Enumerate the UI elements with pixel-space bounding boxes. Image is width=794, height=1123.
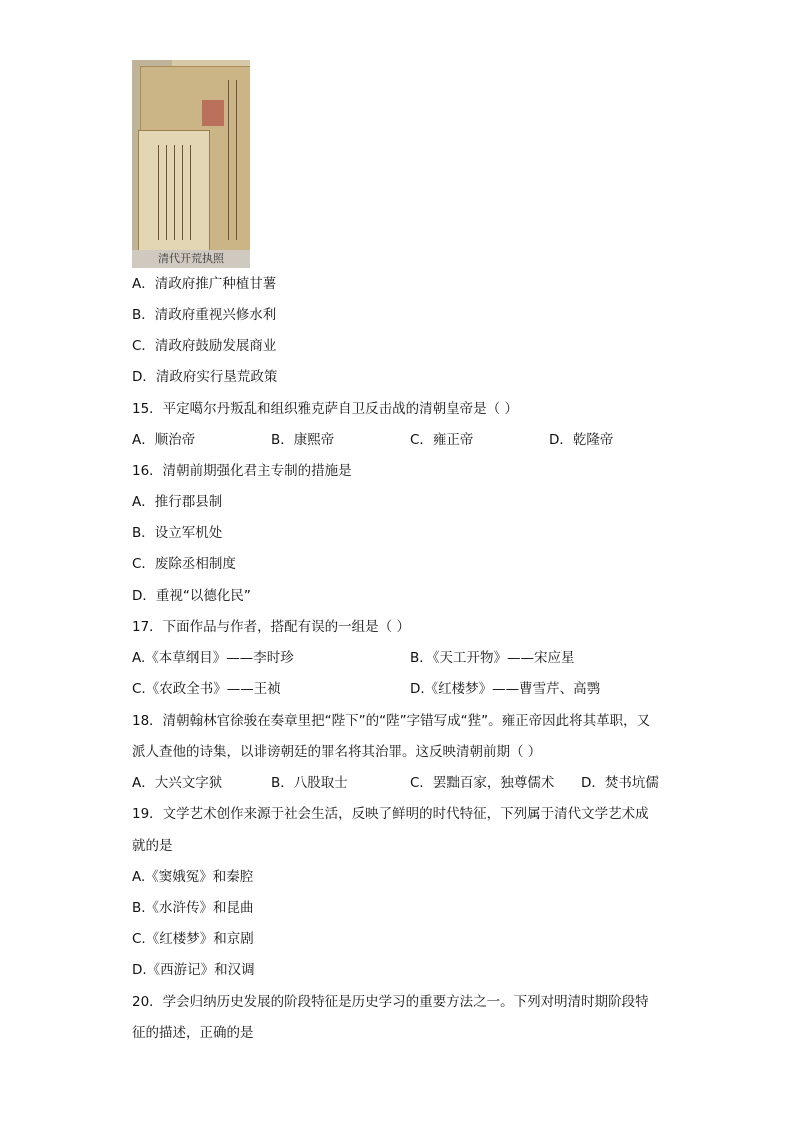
q20-stem-line2: 征的描述，正确的是 [132,1025,254,1041]
q16-option-d: D．重视“以德化民” [132,588,251,604]
q16-option-b: B．设立军机处 [132,525,223,541]
q19-option-d: D.《西游记》和汉调 [132,962,255,978]
text-column [166,145,167,240]
q17-option-a: A.《本草纲目》——李时珍 [132,650,294,666]
q14-option-a: A．清政府推广种植甘薯 [132,276,277,292]
q18-option-b: B．八股取士 [271,775,348,791]
q14-option-d: D．清政府实行垦荒政策 [132,369,278,385]
photo-caption: 清代开荒执照 [132,250,250,268]
q18-stem-line1: 18．清朝翰林官徐骏在奏章里把“陛下”的“陛”字错写成“狴”。雍正帝因此将其革职，又 [132,713,651,729]
q16-stem: 16．清朝前期强化君主专制的措施是 [132,463,352,479]
q19-option-a: A.《窦娥冤》和秦腔 [132,869,254,885]
text-column [190,145,191,240]
q15-option-d: D．乾隆帝 [549,432,614,448]
q19-option-c: C.《红楼梦》和京剧 [132,931,254,947]
kaihuang-license-photo [132,60,250,268]
q17-option-d: D.《红楼梦》——曹雪芹、高鹗 [410,681,601,697]
q19-option-b: B.《水浒传》和昆曲 [132,900,254,916]
q18-option-d: D．焚书坑儒 [581,775,659,791]
q18-stem-line2: 派人查他的诗集，以诽谤朝廷的罪名将其治罪。这反映清朝前期（ ） [132,744,542,760]
text-column [158,145,159,240]
q15-option-c: C．雍正帝 [410,432,474,448]
q19-stem-line1: 19．文学艺术创作来源于社会生活，反映了鲜明的时代特征，下列属于清代文学艺术成 [132,806,649,822]
q19-stem-line2: 就的是 [132,838,173,854]
red-seal-stamp [202,100,224,126]
q18-option-c: C．罢黜百家，独尊儒术 [410,775,555,791]
q15-stem: 15．平定噶尔丹叛乱和组织雅克萨自卫反击战的清朝皇帝是（ ） [132,401,518,417]
q17-option-b: B．《天工开物》——宋应星 [410,650,575,666]
q15-option-b: B．康熙帝 [271,432,335,448]
text-column [236,80,237,240]
text-column [174,145,175,240]
q14-option-b: B．清政府重视兴修水利 [132,307,277,323]
q17-stem: 17．下面作品与作者，搭配有误的一组是（ ） [132,619,410,635]
q20-stem-line1: 20．学会归纳历史发展的阶段特征是历史学习的重要方法之一。下列对明清时期阶段特 [132,994,649,1010]
q15-option-a: A．顺治帝 [132,432,196,448]
q16-option-a: A．推行郡县制 [132,494,223,510]
q14-option-c: C．清政府鼓励发展商业 [132,338,277,354]
text-column [228,80,229,240]
q18-option-a: A．大兴文字狱 [132,775,223,791]
text-column [182,145,183,240]
q16-option-c: C．废除丞相制度 [132,556,236,572]
q17-option-c: C.《农政全书》——王祯 [132,681,281,697]
